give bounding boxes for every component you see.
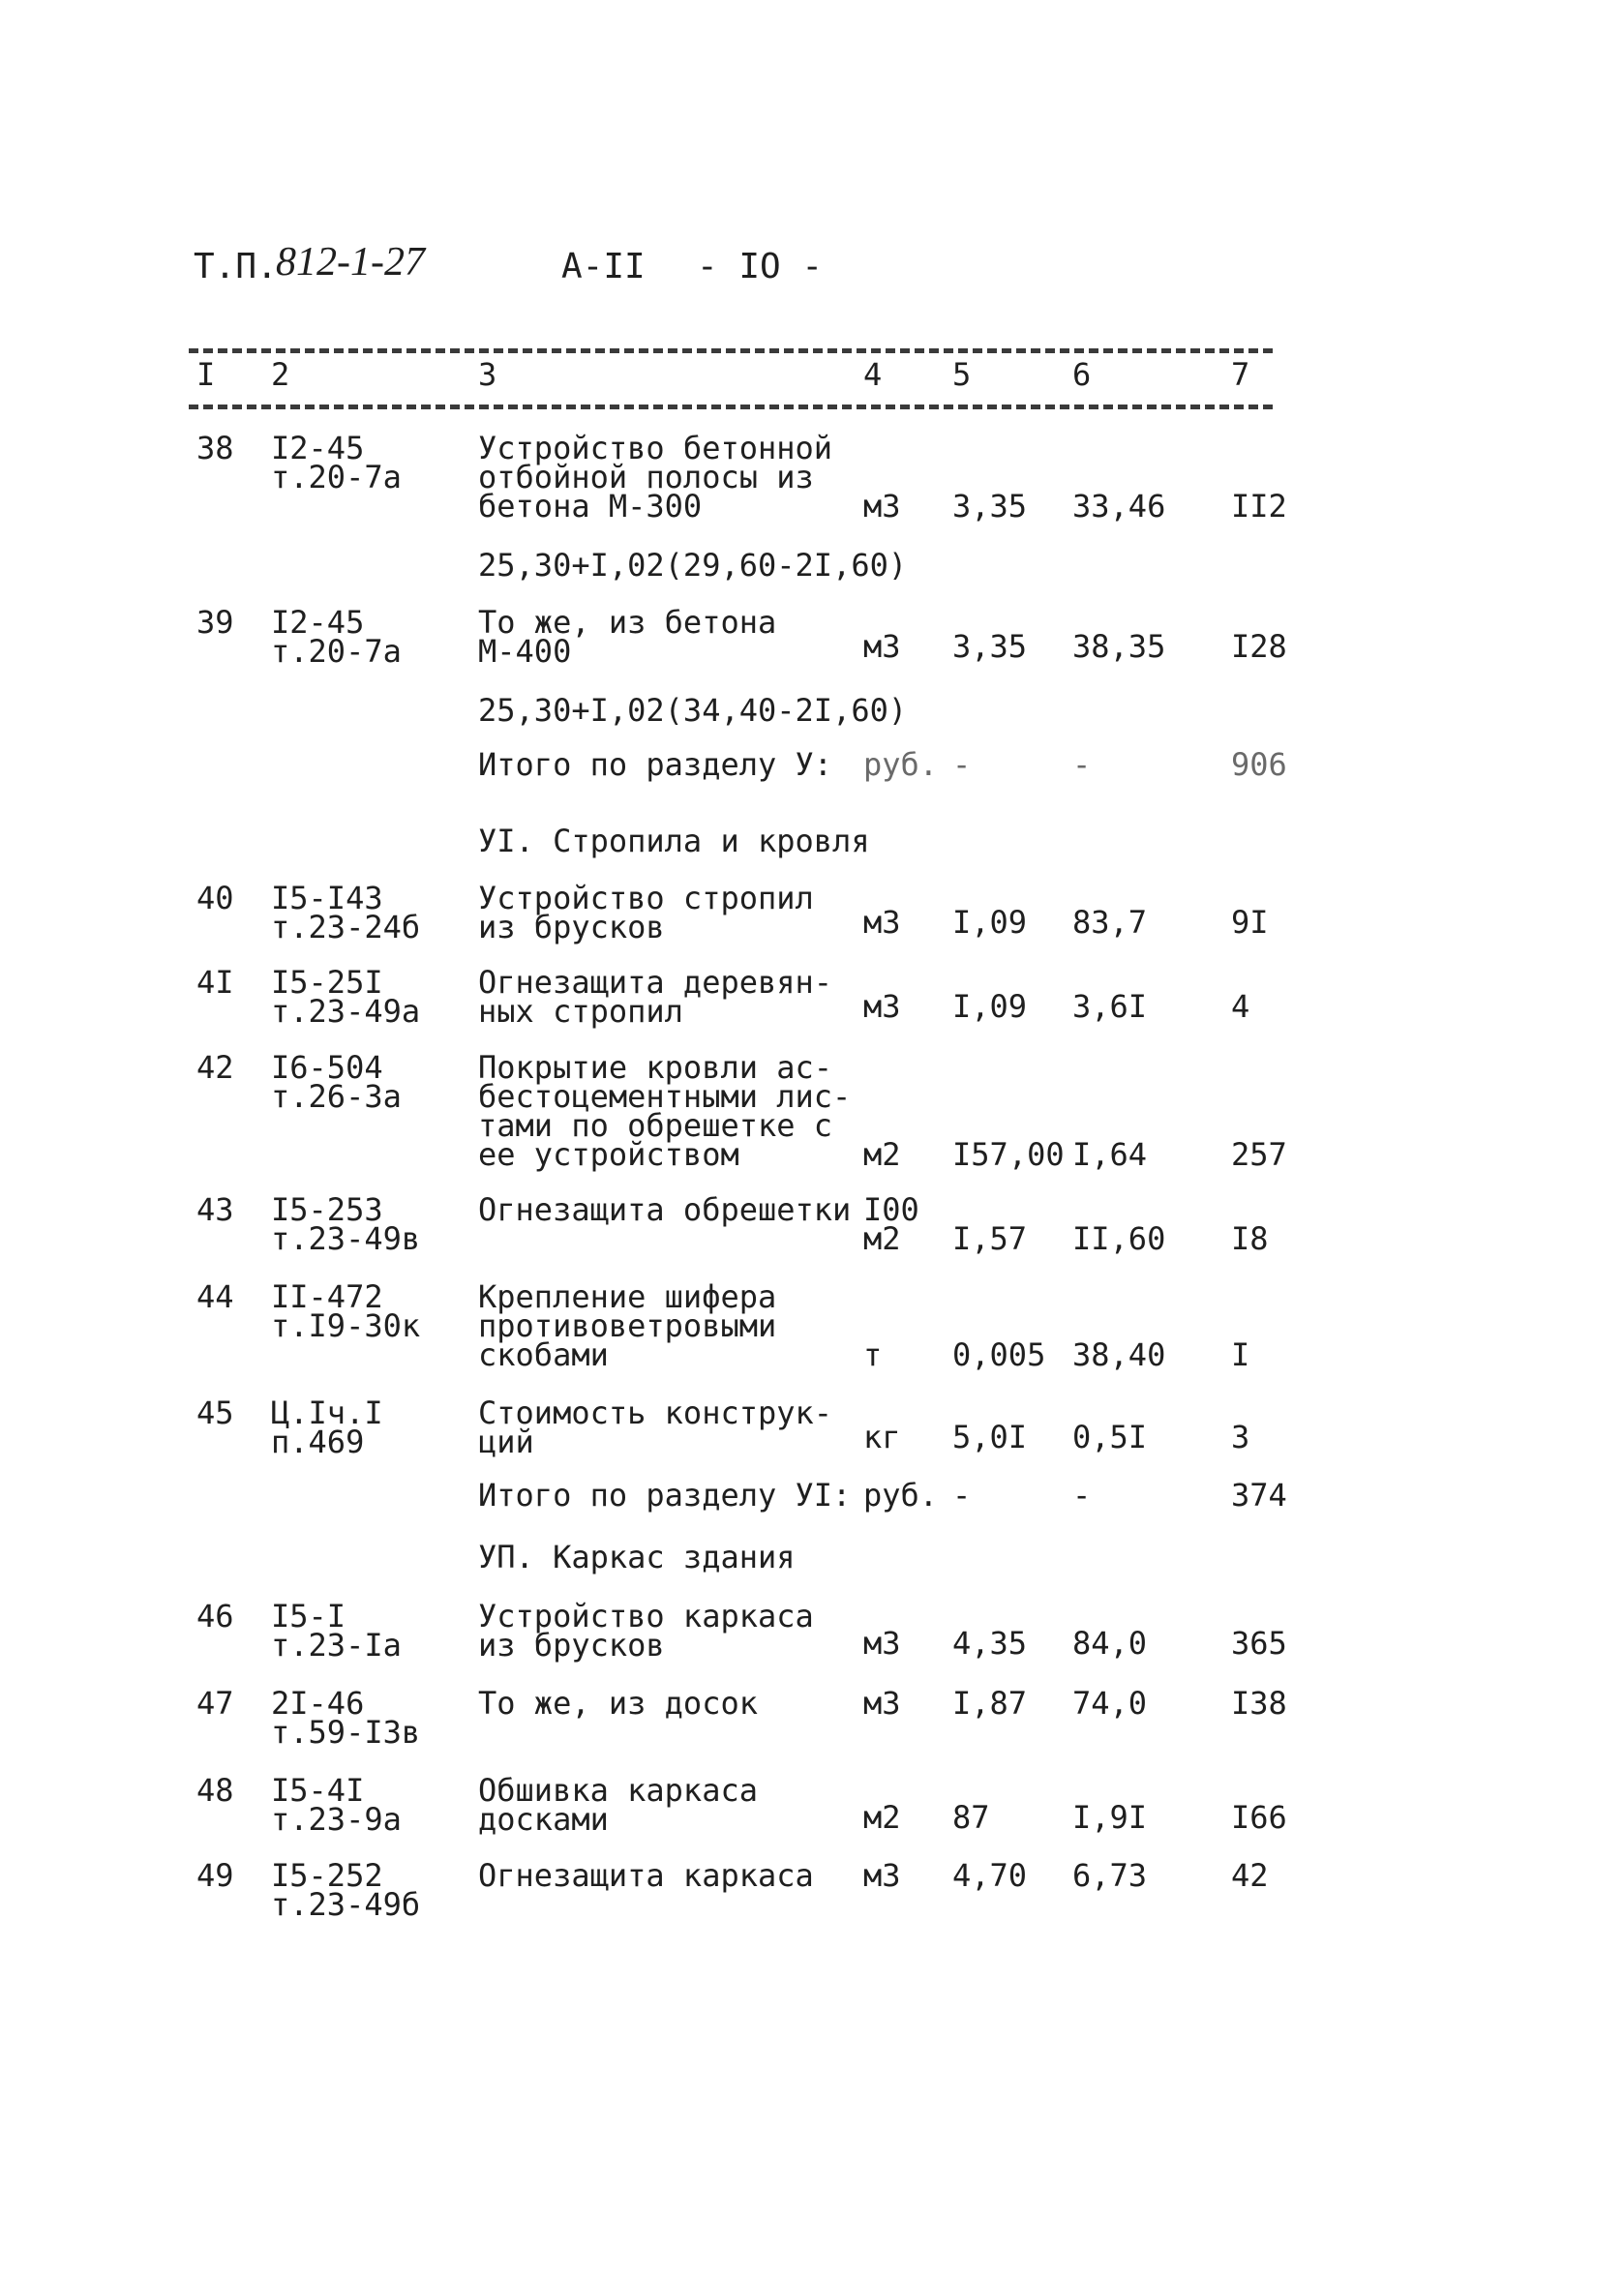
row-number: 38 — [196, 430, 234, 466]
row-code: I2-45 т.20-7а — [271, 604, 402, 670]
row-number: 44 — [196, 1278, 234, 1315]
row-number: 39 — [196, 604, 234, 641]
row-quantity: 4,70 — [952, 1857, 1028, 1894]
row-quantity: 3,35 — [952, 488, 1028, 525]
row-description: Обшивка каркаса досками — [478, 1772, 758, 1838]
table-header-divider — [189, 405, 1273, 409]
row-unit-price: 83,7 — [1072, 904, 1148, 941]
row-description: Огнезащита деревян- ных стропил — [478, 964, 833, 1030]
row-description: Огнезащита обрешетки — [478, 1191, 852, 1228]
row-quantity: I,09 — [952, 988, 1028, 1025]
row-code: I5-253 т.23-49в — [271, 1191, 421, 1257]
row-unit: м2 — [863, 1799, 901, 1836]
row-description: Стоимость конструк- ций — [478, 1394, 833, 1460]
row-total: I8 — [1231, 1220, 1269, 1257]
row-total: I28 — [1231, 628, 1287, 665]
row-description: Устройство стропил из брусков — [478, 880, 814, 945]
row-description: Устройство бетонной отбойной полосы из бетона М-300 — [478, 430, 833, 525]
row-unit-price: I,64 — [1072, 1136, 1148, 1173]
row-unit-price: 0,5I — [1072, 1419, 1148, 1455]
section-heading: УП. Каркас здания — [478, 1539, 796, 1575]
row-number: 40 — [196, 880, 234, 916]
row-unit: м3 — [863, 1625, 901, 1662]
row-quantity: 4,35 — [952, 1625, 1028, 1662]
header-album: А-II — [561, 247, 646, 286]
row-description: Огнезащита каркаса — [478, 1857, 814, 1894]
row-description: Устройство каркаса из брусков — [478, 1598, 814, 1664]
row-number: 42 — [196, 1049, 234, 1086]
column-header-5: 5 — [952, 356, 972, 393]
section-heading: УI. Стропила и кровля — [478, 823, 870, 859]
row-unit: м3 — [863, 988, 901, 1025]
subtotal-quantity: - — [952, 746, 972, 783]
row-unit: I00 м2 — [863, 1191, 919, 1257]
row-quantity: I57,00 — [952, 1136, 1065, 1173]
header-code: 812-1-27 — [276, 240, 425, 285]
row-description: То же, из досок — [478, 1685, 758, 1722]
row-total: 3 — [1231, 1419, 1250, 1455]
row-unit-price: 3,6I — [1072, 988, 1148, 1025]
formula-line: 25,30+I,02(29,60-2I,60) — [478, 547, 908, 584]
row-total: 365 — [1231, 1625, 1287, 1662]
column-header-3: 3 — [478, 356, 497, 393]
row-total: I — [1231, 1336, 1250, 1373]
row-total: 4 — [1231, 988, 1250, 1025]
row-code: II-472 т.I9-30к — [271, 1278, 421, 1344]
row-code: Ц.Iч.I п.469 — [271, 1394, 383, 1460]
column-header-4: 4 — [863, 356, 883, 393]
subtotal-unit: руб. — [863, 746, 939, 783]
row-total: I38 — [1231, 1685, 1287, 1722]
row-unit-price: I,9I — [1072, 1799, 1148, 1836]
row-code: I5-4I т.23-9а — [271, 1772, 402, 1838]
row-quantity: I,09 — [952, 904, 1028, 941]
row-description: Крепление шифера противоветровыми скобами — [478, 1278, 777, 1373]
row-quantity: I,87 — [952, 1685, 1028, 1722]
row-unit: м3 — [863, 904, 901, 941]
row-unit: м3 — [863, 1857, 901, 1894]
row-code: I5-I т.23-Iа — [271, 1598, 402, 1664]
row-code: 2I-46 т.59-I3в — [271, 1685, 421, 1751]
row-unit-price: 38,40 — [1072, 1336, 1166, 1373]
column-header-6: 6 — [1072, 356, 1092, 393]
row-description: То же, из бетона М-400 — [478, 604, 777, 670]
row-number: 45 — [196, 1394, 234, 1431]
row-unit: м2 — [863, 1136, 901, 1173]
row-unit-price: 6,73 — [1072, 1857, 1148, 1894]
row-quantity: 5,0I — [952, 1419, 1028, 1455]
row-unit-price: 84,0 — [1072, 1625, 1148, 1662]
row-unit-price: 33,46 — [1072, 488, 1166, 525]
header-prefix: Т.П. — [194, 247, 278, 286]
column-header-7: 7 — [1231, 356, 1250, 393]
table-top-divider — [189, 348, 1273, 353]
row-code: I2-45 т.20-7а — [271, 430, 402, 495]
row-number: 47 — [196, 1685, 234, 1722]
row-code: I5-252 т.23-49б — [271, 1857, 421, 1923]
row-number: 46 — [196, 1598, 234, 1634]
row-unit: т — [863, 1336, 883, 1373]
column-header-2: 2 — [271, 356, 290, 393]
row-number: 48 — [196, 1772, 234, 1809]
row-unit: кг — [863, 1419, 901, 1455]
header-page-number: - IO - — [697, 247, 824, 286]
subtotal-total: 374 — [1231, 1477, 1287, 1514]
subtotal-label: Итого по разделу УI: — [478, 1477, 852, 1514]
row-code: I5-25I т.23-49а — [271, 964, 421, 1030]
row-unit-price: II,60 — [1072, 1220, 1166, 1257]
row-total: 9I — [1231, 904, 1269, 941]
row-unit-price: 74,0 — [1072, 1685, 1148, 1722]
row-number: 43 — [196, 1191, 234, 1228]
subtotal-unit: руб. — [863, 1477, 939, 1514]
subtotal-price: - — [1072, 746, 1092, 783]
row-quantity: I,57 — [952, 1220, 1028, 1257]
row-number: 4I — [196, 964, 234, 1001]
row-total: 42 — [1231, 1857, 1269, 1894]
row-description: Покрытие кровли ас- бестоцементными лис- тами по обрешетке с ее устройством — [478, 1049, 852, 1173]
row-total: I66 — [1231, 1799, 1287, 1836]
subtotal-label: Итого по разделу У: — [478, 746, 833, 783]
row-code: I5-I43 т.23-24б — [271, 880, 421, 945]
formula-line: 25,30+I,02(34,40-2I,60) — [478, 692, 908, 729]
column-header-1: I — [196, 356, 216, 393]
row-total: 257 — [1231, 1136, 1287, 1173]
row-unit: м3 — [863, 488, 901, 525]
row-code: I6-504 т.26-3а — [271, 1049, 402, 1115]
row-quantity: 0,005 — [952, 1336, 1046, 1373]
row-quantity: 87 — [952, 1799, 990, 1836]
row-quantity: 3,35 — [952, 628, 1028, 665]
row-total: II2 — [1231, 488, 1287, 525]
subtotal-total: 906 — [1231, 746, 1287, 783]
subtotal-price: - — [1072, 1477, 1092, 1514]
row-unit-price: 38,35 — [1072, 628, 1166, 665]
subtotal-quantity: - — [952, 1477, 972, 1514]
row-unit: м3 — [863, 1685, 901, 1722]
row-number: 49 — [196, 1857, 234, 1894]
row-unit: м3 — [863, 628, 901, 665]
